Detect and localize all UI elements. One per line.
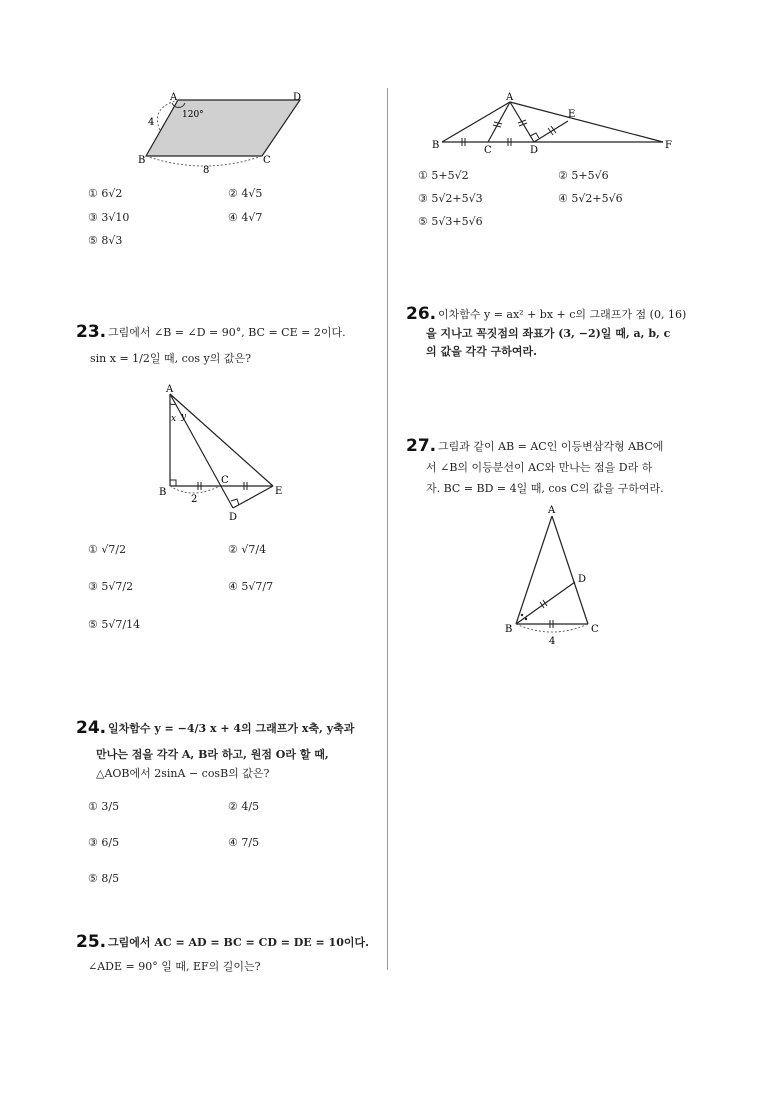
q23-label-e: E <box>275 486 283 497</box>
q26-line2: 을 지나고 꼭짓점의 좌표가 (3, −2)일 때, a, b, c <box>426 327 671 340</box>
q24-option-2[interactable]: ② 4/5 <box>228 800 260 813</box>
q23-triangle-figure <box>150 382 300 522</box>
q24-option-5[interactable]: ⑤ 8/5 <box>88 872 120 885</box>
q25-option-1[interactable]: ① 5+5√2 <box>418 169 469 182</box>
q23-label-a: A <box>166 384 174 395</box>
q23-option-5[interactable]: ⑤ 5√7/14 <box>88 618 141 631</box>
q22-angle-label: 120° <box>182 110 204 120</box>
q23-label-d: D <box>229 512 238 523</box>
q25-label-a: A <box>506 92 514 103</box>
q24-number: 24. <box>76 718 107 738</box>
q25-triangle-figure <box>428 90 688 160</box>
q22-option-3[interactable]: ③ 3√10 <box>88 211 130 224</box>
q24-line3: △AOB에서 2sinA − cosB의 값은? <box>96 767 270 780</box>
q27-line2: 서 ∠B의 이등분선이 AC와 만나는 점을 D라 하 <box>426 461 653 474</box>
q25-label-e: E <box>568 109 576 120</box>
q23-label-b: B <box>159 487 167 498</box>
q23-option-4[interactable]: ④ 5√7/7 <box>228 580 274 593</box>
q23-label-y: y <box>181 412 187 422</box>
q22-option-1[interactable]: ① 6√2 <box>88 187 123 200</box>
q25-label-f: F <box>665 140 672 151</box>
q27-isosceles-triangle-figure <box>500 502 610 647</box>
q25-number: 25. <box>76 932 107 952</box>
q27-number: 27. <box>406 436 437 456</box>
q24-option-1[interactable]: ① 3/5 <box>88 800 120 813</box>
q25-label-b: B <box>432 140 440 151</box>
q22-side-bc: 8 <box>203 165 210 176</box>
q22-side-ab: 4 <box>148 117 155 128</box>
q25-option-2[interactable]: ② 5+5√6 <box>558 169 609 182</box>
q23-label-x: x <box>171 414 177 424</box>
q22-option-5[interactable]: ⑤ 8√3 <box>88 234 123 247</box>
q27-label-c: C <box>591 624 599 635</box>
q23-label-c: C <box>221 475 229 486</box>
q24-option-4[interactable]: ④ 7/5 <box>228 836 260 849</box>
q27-label-b: B <box>505 624 513 635</box>
q26-number: 26. <box>406 304 437 324</box>
q25-option-3[interactable]: ③ 5√2+5√3 <box>418 192 483 205</box>
q22-label-a: A <box>170 92 178 103</box>
q24-line1: 일차함수 y = −4/3 x + 4의 그래프가 x축, y축과 <box>108 722 355 735</box>
q23-option-1[interactable]: ① √7/2 <box>88 543 127 556</box>
q23-option-2[interactable]: ② √7/4 <box>228 543 267 556</box>
column-divider <box>387 88 388 970</box>
q26-line3: 의 값을 각각 구하여라. <box>426 345 537 358</box>
q22-label-c: C <box>263 155 271 166</box>
q27-label-d: D <box>578 574 587 585</box>
q27-line3: 자. BC = BD = 4일 때, cos C의 값을 구하여라. <box>426 482 664 495</box>
q25-label-d: D <box>530 145 539 156</box>
q22-option-2[interactable]: ② 4√5 <box>228 187 263 200</box>
q23-option-3[interactable]: ③ 5√7/2 <box>88 580 134 593</box>
q25-line1: 그림에서 AC = AD = BC = CD = DE = 10이다. <box>108 936 369 949</box>
q24-line2: 만나는 점을 각각 A, B라 하고, 원점 O라 할 때, <box>96 748 329 761</box>
q23-line1: 그림에서 ∠B = ∠D = 90°, BC = CE = 2이다. <box>108 326 346 339</box>
q27-label-a: A <box>548 505 556 516</box>
q24-option-3[interactable]: ③ 6/5 <box>88 836 120 849</box>
q23-label-bd: 2 <box>191 494 198 505</box>
q22-label-d: D <box>293 92 302 103</box>
q25-option-5[interactable]: ⑤ 5√3+5√6 <box>418 215 483 228</box>
q25-line2: ∠ADE = 90° 일 때, EF의 길이는? <box>88 960 261 973</box>
q23-number: 23. <box>76 322 107 342</box>
q23-line2: sin x = 1/2일 때, cos y의 값은? <box>90 352 252 365</box>
q22-parallelogram-figure <box>130 88 320 178</box>
q26-line1: 이차함수 y = ax² + bx + c의 그래프가 점 (0, 16) <box>438 308 687 321</box>
q25-label-c: C <box>484 145 492 156</box>
q22-label-b: B <box>138 155 146 166</box>
q27-line1: 그림과 같이 AB = AC인 이등변삼각형 ABC에 <box>438 440 664 453</box>
q27-label-bc: 4 <box>549 636 556 647</box>
q25-option-4[interactable]: ④ 5√2+5√6 <box>558 192 623 205</box>
q22-option-4[interactable]: ④ 4√7 <box>228 211 263 224</box>
